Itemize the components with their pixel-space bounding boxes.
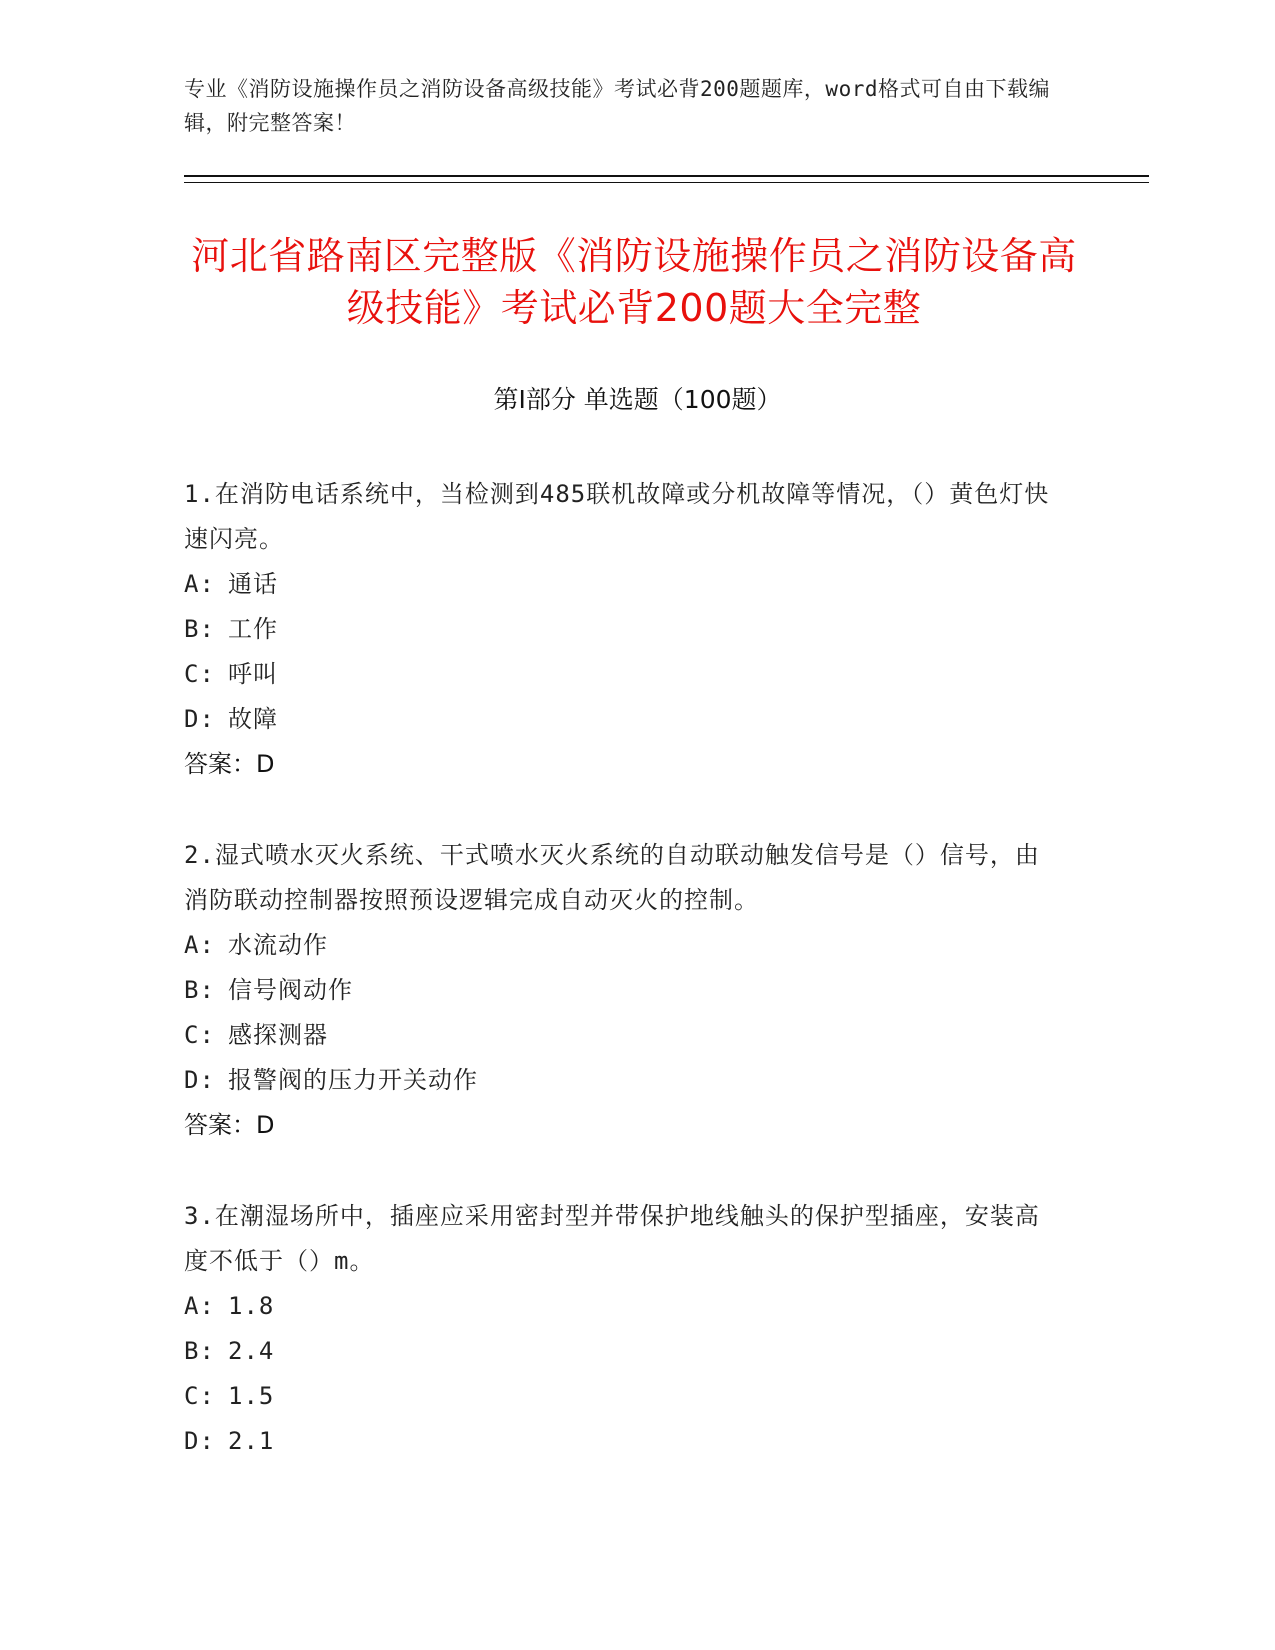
option-key: B: [184,976,215,1004]
option-d [184,1419,1064,1464]
question-1 [184,472,1064,787]
question-stem: 2.湿式喷水灭火系统、干式喷水灭火系统的自动联动触发信号是（）信号，由消防联动控制器按照预设逻辑完成自动灭火的控制。 [184,841,1040,914]
header-note: 专业《消防设施操作员之消防设备高级技能》考试必背200题题库，word格式可自由下载编辑，附完整答案！ [184,77,1050,135]
option-text: 1.8 [228,1292,275,1320]
question-3 [184,1194,1064,1464]
option-d [184,697,1064,742]
document-title: 河北省路南区完整版《消防设施操作员之消防设备高级技能》考试必背200题大全完整 [191,234,1077,330]
option-key: C: [184,1021,215,1049]
option-d [184,1058,1064,1103]
option-key: D: [184,705,215,733]
option-key: A: [184,1292,215,1320]
option-key: C: [184,660,215,688]
option-key: B: [184,1337,215,1365]
option-a [184,562,1064,607]
answer-line: 答案：D [184,750,275,778]
option-text: 水流动作 [228,931,328,959]
option-c [184,652,1064,697]
option-key: A: [184,570,215,598]
option-text: 故障 [228,705,278,733]
option-text: 2.1 [228,1427,275,1455]
option-b [184,607,1064,652]
question-2 [184,833,1064,1148]
option-text: 通话 [228,570,278,598]
option-a [184,923,1064,968]
option-text: 工作 [228,615,278,643]
option-c [184,1374,1064,1419]
option-a [184,1284,1064,1329]
option-b [184,1329,1064,1374]
option-text: 1.5 [228,1382,275,1410]
option-text: 报警阀的压力开关动作 [228,1066,478,1094]
option-c [184,1013,1064,1058]
option-text: 呼叫 [228,660,278,688]
section-title: 第Ⅰ部分 单选题（100题） [493,385,782,414]
option-text: 2.4 [228,1337,275,1365]
header-divider-thin [184,182,1149,183]
question-list [184,472,1064,1510]
option-key: D: [184,1427,215,1455]
option-key: D: [184,1066,215,1094]
option-key: B: [184,615,215,643]
header-divider-thick [184,175,1149,177]
option-b [184,968,1064,1013]
option-key: C: [184,1382,215,1410]
option-text: 感探测器 [228,1021,328,1049]
answer-line: 答案：D [184,1111,275,1139]
question-stem: 3.在潮湿场所中，插座应采用密封型并带保护地线触头的保护型插座，安装高度不低于（）m。 [184,1202,1040,1275]
question-stem: 1.在消防电话系统中，当检测到485联机故障或分机故障等情况，（）黄色灯快速闪亮。 [184,480,1050,553]
option-text: 信号阀动作 [228,976,353,1004]
option-key: A: [184,931,215,959]
